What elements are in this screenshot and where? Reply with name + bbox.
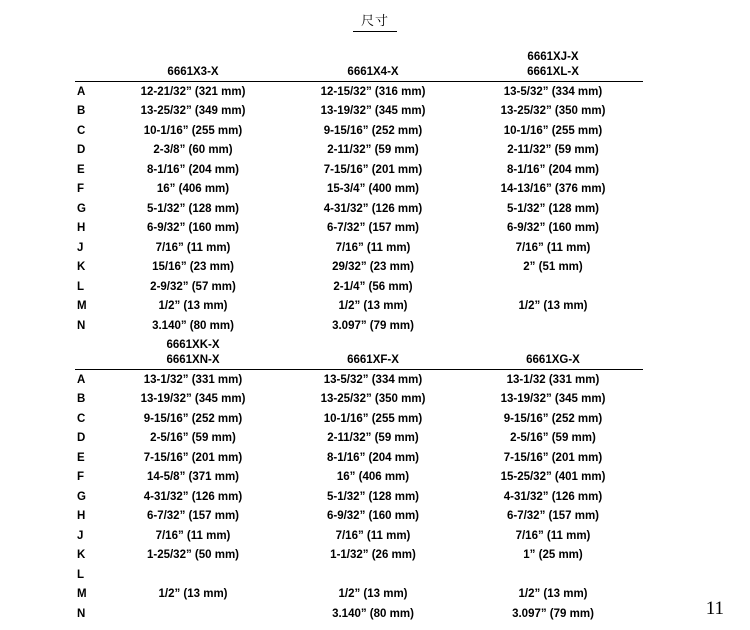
row-value: 1/2” (13 mm) [158,300,228,313]
row-value: 13-19/32” (345 mm) [140,393,246,406]
row-value: 9-15/16” (252 mm) [143,412,243,425]
header-cell [103,48,283,63]
row-value: 7/16” (11 mm) [155,241,231,254]
row-value [103,565,283,585]
row-value: 15/16” (23 mm) [152,261,234,274]
row-label: L [77,280,85,293]
table-row [75,604,643,624]
row-label: C [77,124,86,137]
row-value: 10-1/16” (255 mm) [503,124,603,137]
row-value: 13-25/32” (350 mm) [500,105,606,118]
row-label: L [77,568,85,581]
row-label: D [77,432,86,445]
header-cell [75,336,103,351]
row-label: K [77,261,86,274]
row-value: 7/16” (11 mm) [155,529,231,542]
header-cell: 6661XF-X [347,354,399,366]
row-value: 2-3/8” (60 mm) [153,144,233,157]
row-value: 2-5/16” (59 mm) [150,432,236,445]
row-value [463,565,643,585]
row-value: 16” (406 mm) [156,183,230,196]
row-label: E [77,163,85,176]
table-row [75,468,643,488]
row-value [103,604,283,624]
row-label: D [77,144,86,157]
row-value: 3.140” (80 mm) [332,607,414,620]
row-value: 3.097” (79 mm) [512,607,594,620]
row-value: 2-11/32” (59 mm) [327,144,419,157]
header-cell: 6661XK-X [166,339,220,351]
table-row [75,297,643,317]
table-header-row-top [75,336,643,351]
row-label: A [77,373,86,386]
row-value: 9-15/16” (252 mm) [503,412,603,425]
row-value: 8-1/16” (204 mm) [326,451,420,464]
row-value: 7-15/16” (201 mm) [323,163,423,176]
row-label: E [77,451,85,464]
row-value: 1/2” (13 mm) [158,588,228,601]
table-row [75,585,643,605]
row-value: 4-31/32” (126 mm) [143,490,243,503]
table-row [75,238,643,258]
row-label: F [77,471,85,484]
row-value: 6-9/32” (160 mm) [326,510,420,523]
row-value: 14-5/8” (371 mm) [146,471,240,484]
table-row [75,121,643,141]
table-row [75,429,643,449]
row-label: H [77,510,86,523]
row-value: 15-3/4” (400 mm) [326,183,420,196]
table-header-row [75,351,643,366]
row-label: G [77,202,86,215]
row-value: 5-1/32” (128 mm) [326,490,420,503]
row-label: N [77,607,86,620]
row-value: 12-15/32” (316 mm) [320,85,426,98]
row-value: 7-15/16” (201 mm) [503,451,603,464]
page-title: 尺寸 [360,13,389,28]
header-cell: 6661X3-X [167,66,219,78]
row-label: N [77,319,86,332]
row-value: 1/2” (13 mm) [338,300,408,313]
row-label: J [77,529,84,542]
row-value: 13-1/32 (331 mm) [506,373,600,386]
row-value: 13-19/32” (345 mm) [320,105,426,118]
table-row [75,180,643,200]
table-row [75,277,643,297]
row-label: H [77,222,86,235]
row-value: 1/2” (13 mm) [518,588,588,601]
row-value: 1/2” (13 mm) [518,300,588,313]
row-value: 6-7/32” (157 mm) [326,222,420,235]
row-value: 6-7/32” (157 mm) [506,510,600,523]
row-value: 13-25/32” (350 mm) [320,393,426,406]
table-row [75,160,643,180]
table-header-row [75,63,643,78]
row-value: 2-9/32” (57 mm) [150,280,236,293]
row-value [463,277,643,297]
table-row [75,409,643,429]
table-row [75,507,643,527]
row-value: 7/16” (11 mm) [515,529,591,542]
row-value: 6-7/32” (157 mm) [146,510,240,523]
row-label: F [77,183,85,196]
header-cell [283,336,463,351]
table-row [75,82,643,102]
row-value: 1-1/32” (26 mm) [330,549,416,562]
row-value: 13-5/32” (334 mm) [323,373,423,386]
row-label: B [77,393,86,406]
row-value: 10-1/16” (255 mm) [323,412,423,425]
row-value: 5-1/32” (128 mm) [146,202,240,215]
table-row [75,199,643,219]
header-cell: 6661XJ-X [527,51,579,63]
row-value: 6-9/32” (160 mm) [506,222,600,235]
header-cell [75,63,103,78]
row-value: 1” (25 mm) [523,549,583,562]
row-value [463,316,643,336]
table-row [75,258,643,278]
row-value: 7/16” (11 mm) [335,529,411,542]
row-value: 10-1/16” (255 mm) [143,124,243,137]
row-value: 3.140” (80 mm) [152,319,234,332]
table-row [75,487,643,507]
header-cell [463,336,643,351]
row-value: 13-19/32” (345 mm) [500,393,606,406]
table-row [75,316,643,336]
row-label: J [77,241,84,254]
row-value: 15-25/32” (401 mm) [500,471,606,484]
header-cell [75,351,103,366]
row-value: 13-5/32” (334 mm) [503,85,603,98]
row-value: 1/2” (13 mm) [338,588,408,601]
row-value: 16” (406 mm) [336,471,410,484]
document-page [0,10,750,630]
dimension-table-2 [75,336,643,624]
table-row [75,141,643,161]
row-label: A [77,85,86,98]
row-value: 7-15/16” (201 mm) [143,451,243,464]
row-value [283,565,463,585]
row-label: K [77,549,86,562]
row-label: B [77,105,86,118]
row-value: 2-11/32” (59 mm) [507,144,599,157]
row-value: 29/32” (23 mm) [332,261,414,274]
dimension-table-1 [75,48,643,336]
dimension-table-1-wrapper [75,48,645,336]
table-row [75,546,643,566]
dimension-table-2-wrapper [75,336,645,624]
table-row [75,219,643,239]
table-row [75,565,643,585]
row-label: G [77,490,86,503]
row-value: 4-31/32” (126 mm) [323,202,423,215]
table-header-row-top [75,48,643,63]
row-value: 4-31/32” (126 mm) [503,490,603,503]
row-value: 9-15/16” (252 mm) [323,124,423,137]
table-row [75,526,643,546]
table-row [75,448,643,468]
row-value: 5-1/32” (128 mm) [506,202,600,215]
row-value: 3.097” (79 mm) [332,319,414,332]
row-value: 14-13/16” (376 mm) [500,183,606,196]
row-value: 8-1/16” (204 mm) [506,163,600,176]
header-cell: 6661XG-X [526,354,580,366]
row-label: C [77,412,86,425]
table-row [75,370,643,390]
row-label: M [77,300,87,313]
row-value: 2” (51 mm) [523,261,583,274]
row-label: M [77,588,87,601]
row-value: 2-11/32” (59 mm) [327,432,419,445]
header-cell: 6661X4-X [347,66,399,78]
header-cell: 6661XN-X [166,354,220,366]
row-value: 2-5/16” (59 mm) [510,432,596,445]
row-value: 7/16” (11 mm) [515,241,591,254]
row-value: 1-25/32” (50 mm) [146,549,240,562]
header-cell: 6661XL-X [527,66,579,78]
page-number: 11 [705,598,724,619]
row-value: 7/16” (11 mm) [335,241,411,254]
row-value: 12-21/32” (321 mm) [140,85,246,98]
row-value: 2-1/4” (56 mm) [333,280,413,293]
row-value: 13-25/32” (349 mm) [140,105,246,118]
row-value: 6-9/32” (160 mm) [146,222,240,235]
row-value: 8-1/16” (204 mm) [146,163,240,176]
title-underline [353,31,397,32]
table-row [75,390,643,410]
header-cell [75,48,103,63]
row-value: 13-1/32” (331 mm) [143,373,243,386]
table-row [75,102,643,122]
header-cell [283,48,463,63]
